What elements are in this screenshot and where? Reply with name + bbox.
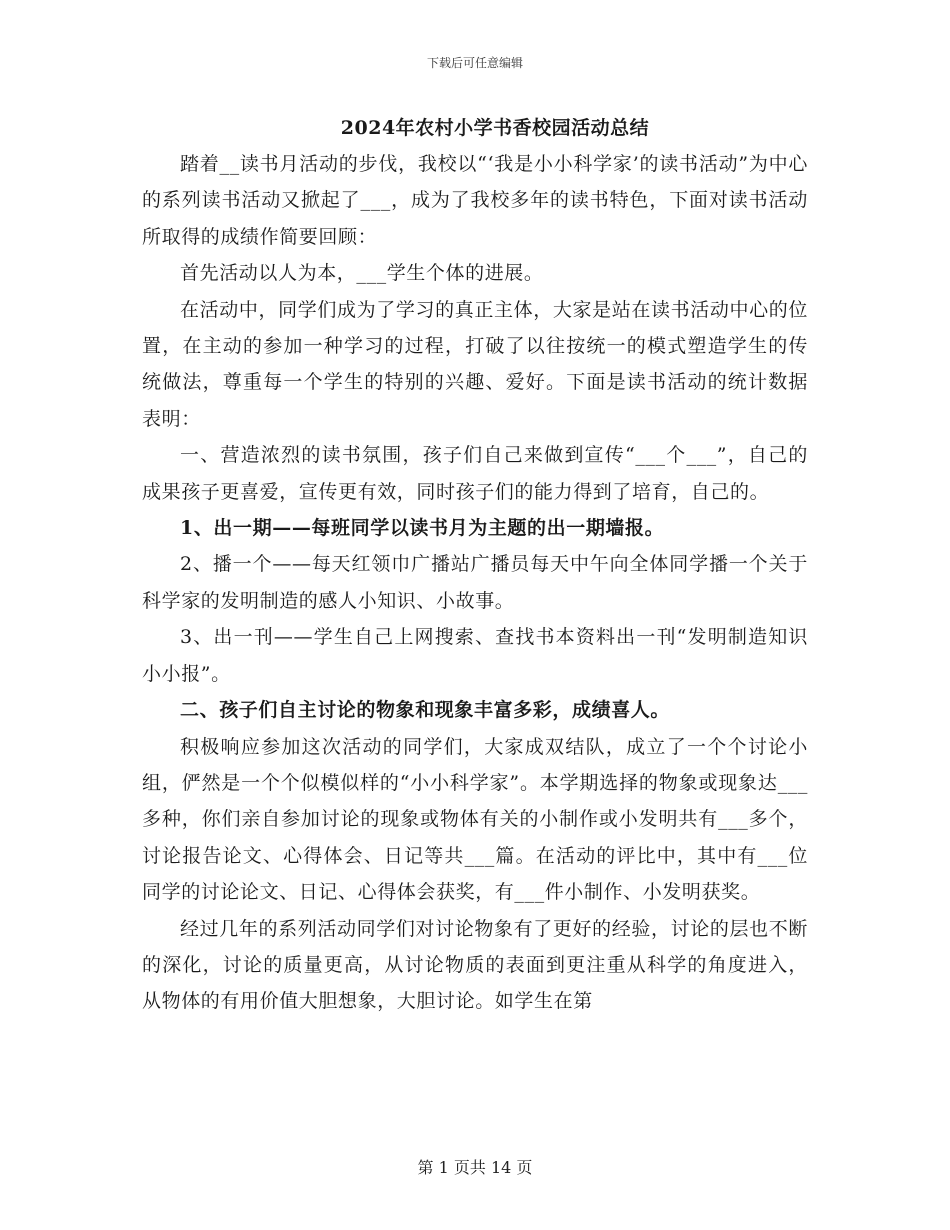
paragraph: 在活动中，同学们成为了学习的真正主体，大家是站在读书活动中心的位置，在主动的参加一种学习的过程，打破了以往按统一的模式塑造学生的传统做法，尊重每一个学生的特别的兴趣、爱好。下面是读书活动的统计数据表明： <box>142 298 808 430</box>
document-title: 2024年农村小学书香校园活动总结 <box>340 117 650 139</box>
paragraph: 积极响应参加这次活动的同学们，大家成双结队，成立了一个个讨论小组，俨然是一个个似模似样的“小小科学家”。本学期选择的物象或现象达___多种，你们亲自参加讨论的现象或物体有关的小制作或小发明共有___多个，讨论报告论文、心得体会、日记等共___篇。在活动的评比中，其中有___位同学的讨论论文、日记、心得体会获奖，有___件小制作、小发明获奖。 <box>142 735 808 904</box>
paragraph: 3、出一刊——学生自己上网搜索、查找书本资料出一刊“发明制造知识小小报”。 <box>142 626 808 685</box>
section-item-heading: 1、出一期——每班同学以读书月为主题的出一期墙报。 <box>180 517 665 540</box>
paragraph: 一、营造浓烈的读书氛围，孩子们自己来做到宣传“___个___”，自己的成果孩子更喜爱，宣传更有效，同时孩子们的能力得到了培育，自己的。 <box>142 444 808 503</box>
paragraph: 经过几年的系列活动同学们对讨论物象有了更好的经验，讨论的层也不断的深化，讨论的质量更高，从讨论物质的表面到更注重从科学的角度进入，从物体的有用价值大胆想象，大胆讨论。如学生在第 <box>142 917 808 1013</box>
page-number: 第 1 页共 14 页 <box>417 1158 533 1177</box>
paragraph: 踏着__读书月活动的步伐，我校以“‘我是小小科学家’的读书活动”为中心的系列读书活动又掀起了___，成为了我校多年的读书特色，下面对读书活动所取得的成绩作简要回顾： <box>142 153 808 248</box>
paragraph: 2、播一个——每天红领巾广播站广播员每天中午向全体同学播一个关于科学家的发明制造的感人小知识、小故事。 <box>142 553 808 612</box>
paragraph: 首先活动以人为本，___学生个体的进展。 <box>180 262 544 285</box>
section-heading: 二、孩子们自主讨论的物象和现象丰富多彩，成绩喜人。 <box>180 699 671 722</box>
page-header-note: 下载后可任意编辑 <box>426 56 523 70</box>
document-body <box>142 146 808 1020</box>
